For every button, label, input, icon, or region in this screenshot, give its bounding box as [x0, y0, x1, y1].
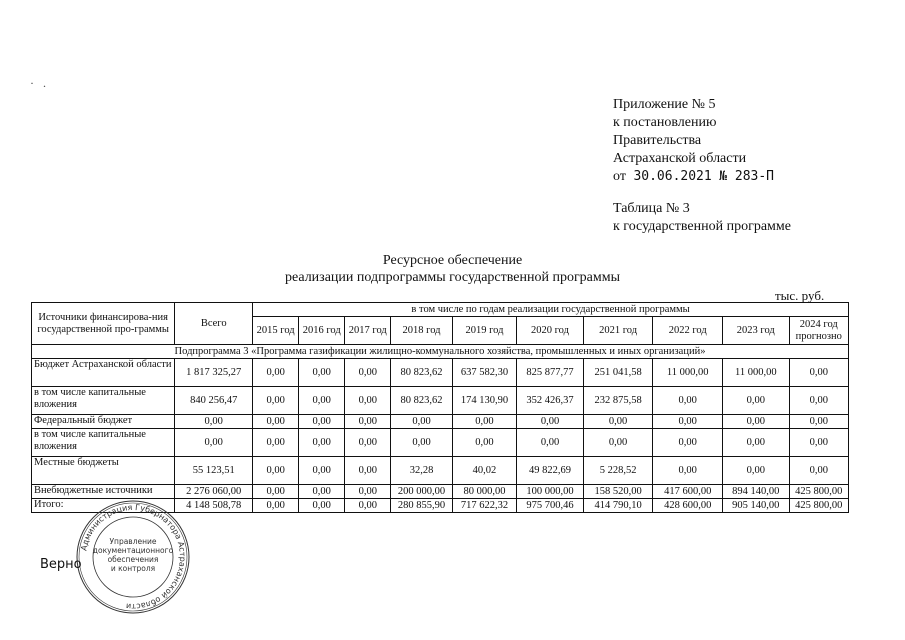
verno-label: Верно	[40, 557, 82, 572]
year-value-cell: 0,00	[391, 429, 452, 457]
title-line-1: Ресурсное обеспечение	[382, 253, 523, 268]
appendix-block	[613, 96, 774, 186]
table-ref-line-2: к государственной программе	[613, 219, 791, 234]
scan-dots: · .	[30, 76, 49, 90]
year-value-cell: 0,00	[299, 499, 345, 513]
year-value-cell: 425 800,00	[789, 485, 848, 499]
stamp-inner-text	[93, 537, 174, 573]
row-label: Местные бюджеты	[32, 457, 175, 485]
year-value-cell: 0,00	[789, 429, 848, 457]
year-value-cell: 428 600,00	[653, 499, 723, 513]
resource-table	[31, 302, 849, 513]
total-cell: 0,00	[175, 429, 253, 457]
year-value-cell: 0,00	[517, 429, 584, 457]
year-value-cell: 11 000,00	[653, 359, 723, 387]
header-source: Источники финансирова-ния государственной про-граммы	[32, 303, 175, 345]
table-ref-line-1: Таблица № 3	[613, 201, 690, 216]
year-value-cell: 232 875,58	[583, 387, 653, 415]
appendix-line-3: Правительства	[613, 133, 702, 148]
year-value-cell: 0,00	[789, 387, 848, 415]
header-total: Всего	[175, 303, 253, 345]
year-value-cell: 32,28	[391, 457, 452, 485]
year-value-cell: 0,00	[345, 485, 391, 499]
year-value-cell: 174 130,90	[452, 387, 517, 415]
table-row	[32, 457, 849, 485]
year-header: 2017 год	[345, 317, 391, 345]
year-header: 2019 год	[452, 317, 517, 345]
year-value-cell: 0,00	[391, 415, 452, 429]
year-value-cell: 100 000,00	[517, 485, 584, 499]
year-value-cell: 0,00	[653, 415, 723, 429]
total-cell: 2 276 060,00	[175, 485, 253, 499]
year-value-cell: 0,00	[345, 429, 391, 457]
year-value-cell: 894 140,00	[723, 485, 790, 499]
appendix-date-line	[613, 168, 774, 186]
year-header: 2024 год прогнозно	[789, 317, 848, 345]
total-cell: 1 817 325,27	[175, 359, 253, 387]
year-value-cell: 80 000,00	[452, 485, 517, 499]
stamp-inner-line: и контроля	[110, 564, 156, 573]
date-prefix: от	[613, 169, 626, 184]
stamp-inner-line: Управление	[109, 537, 157, 546]
table-row	[32, 387, 849, 415]
year-value-cell: 0,00	[723, 429, 790, 457]
year-value-cell: 0,00	[299, 457, 345, 485]
row-label: в том числе капитальные вложения	[32, 429, 175, 457]
resolution-number: № 283-П	[719, 169, 775, 184]
year-value-cell: 0,00	[723, 415, 790, 429]
year-value-cell: 0,00	[789, 457, 848, 485]
year-value-cell: 0,00	[299, 429, 345, 457]
year-value-cell: 0,00	[253, 457, 299, 485]
year-value-cell: 0,00	[345, 359, 391, 387]
year-value-cell: 0,00	[345, 457, 391, 485]
year-value-cell: 0,00	[653, 457, 723, 485]
year-value-cell: 0,00	[253, 359, 299, 387]
year-value-cell: 5 228,52	[583, 457, 653, 485]
total-cell: 0,00	[175, 415, 253, 429]
year-value-cell: 251 041,58	[583, 359, 653, 387]
total-cell: 55 123,51	[175, 457, 253, 485]
row-label: Бюджет Астраханской области	[32, 359, 175, 387]
year-header: 2022 год	[653, 317, 723, 345]
title-line-2: реализации подпрограммы государственной программы	[284, 270, 621, 285]
subprogram-title: Подпрограмма 3 «Программа газификации жилищно-коммунального хозяйства, промышленных и иных организаций»	[32, 345, 849, 359]
table-reference	[613, 200, 791, 236]
year-value-cell: 0,00	[789, 415, 848, 429]
year-value-cell: 0,00	[653, 387, 723, 415]
year-value-cell: 0,00	[253, 429, 299, 457]
year-value-cell: 0,00	[253, 499, 299, 513]
year-value-cell: 0,00	[299, 485, 345, 499]
year-value-cell: 414 790,10	[583, 499, 653, 513]
year-value-cell: 417 600,00	[653, 485, 723, 499]
subprogram-row	[32, 345, 849, 359]
official-stamp	[74, 498, 192, 616]
year-value-cell: 0,00	[345, 499, 391, 513]
year-value-cell: 0,00	[345, 415, 391, 429]
appendix-line-4: Астраханской области	[613, 151, 747, 166]
total-cell: 4 148 508,78	[175, 499, 253, 513]
year-value-cell: 158 520,00	[583, 485, 653, 499]
year-value-cell: 0,00	[345, 387, 391, 415]
year-value-cell: 905 140,00	[723, 499, 790, 513]
table-row	[32, 415, 849, 429]
row-label: Федеральный бюджет	[32, 415, 175, 429]
row-label: в том числе капитальные вложения	[32, 387, 175, 415]
year-header: 2021 год	[583, 317, 653, 345]
year-value-cell: 0,00	[299, 387, 345, 415]
units-label: тыс. руб.	[775, 288, 825, 303]
year-value-cell: 0,00	[253, 485, 299, 499]
year-value-cell: 0,00	[299, 415, 345, 429]
table-row	[32, 429, 849, 457]
year-header: 2015 год	[253, 317, 299, 345]
header-years-group: в том числе по годам реализации государственной программы	[253, 303, 849, 317]
year-value-cell: 0,00	[253, 415, 299, 429]
row-label: Внебюджетные источники	[32, 485, 175, 499]
year-value-cell: 0,00	[723, 387, 790, 415]
year-header: 2016 год	[299, 317, 345, 345]
document-title	[0, 252, 905, 286]
year-value-cell: 0,00	[723, 457, 790, 485]
row-label: Итого:	[32, 499, 175, 513]
year-value-cell: 80 823,62	[391, 387, 452, 415]
year-header: 2020 год	[517, 317, 584, 345]
year-value-cell: 975 700,46	[517, 499, 584, 513]
year-value-cell: 0,00	[253, 387, 299, 415]
appendix-line-2: к постановлению	[613, 115, 717, 130]
year-header: 2023 год	[723, 317, 790, 345]
year-value-cell: 0,00	[299, 359, 345, 387]
year-value-cell: 637 582,30	[452, 359, 517, 387]
year-value-cell: 80 823,62	[391, 359, 452, 387]
year-value-cell: 200 000,00	[391, 485, 452, 499]
stamp-inner-line: документационного	[92, 546, 174, 555]
year-value-cell: 0,00	[583, 429, 653, 457]
year-value-cell: 0,00	[789, 359, 848, 387]
year-value-cell: 825 877,77	[517, 359, 584, 387]
table-row	[32, 359, 849, 387]
year-value-cell: 0,00	[517, 415, 584, 429]
year-value-cell: 0,00	[653, 429, 723, 457]
year-value-cell: 0,00	[452, 415, 517, 429]
table-row	[32, 485, 849, 499]
stamp-outer-text: Администрация Губернатора Астраханской области	[79, 502, 188, 612]
date-value: 30.06.2021	[633, 169, 712, 184]
year-value-cell: 352 426,37	[517, 387, 584, 415]
year-value-cell: 0,00	[452, 429, 517, 457]
year-value-cell: 40,02	[452, 457, 517, 485]
year-value-cell: 49 822,69	[517, 457, 584, 485]
year-value-cell: 425 800,00	[789, 499, 848, 513]
year-value-cell: 0,00	[583, 415, 653, 429]
year-header: 2018 год	[391, 317, 452, 345]
appendix-line-1: Приложение № 5	[613, 97, 716, 112]
year-value-cell: 280 855,90	[391, 499, 452, 513]
year-value-cell: 11 000,00	[723, 359, 790, 387]
stamp-inner-line: обеспечения	[107, 555, 159, 564]
total-cell: 840 256,47	[175, 387, 253, 415]
year-value-cell: 717 622,32	[452, 499, 517, 513]
